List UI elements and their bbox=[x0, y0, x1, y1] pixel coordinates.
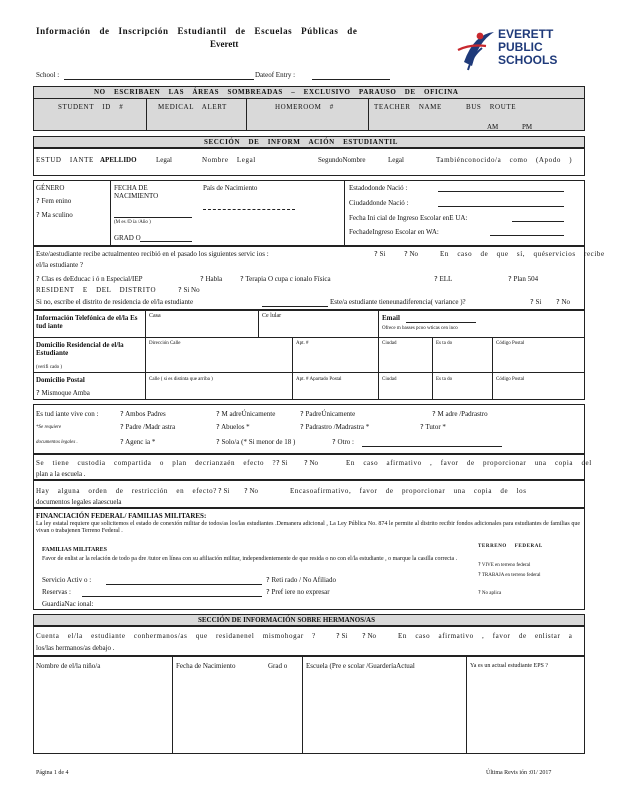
custody-yes[interactable] bbox=[276, 459, 287, 467]
alone-option[interactable] bbox=[216, 438, 295, 446]
school-input[interactable] bbox=[64, 79, 254, 80]
legal-docs-note: documentos legales . bbox=[36, 440, 78, 445]
sibling-grade-header: Grad o bbox=[268, 662, 288, 670]
zip-label: Código Postal bbox=[496, 341, 525, 346]
fecha-ingreso-wa-label: FechadeIngreso Escolar en WA: bbox=[349, 228, 439, 236]
pais-label: País de Nacimiento bbox=[203, 184, 258, 192]
both-parents-label: Ambos Padres bbox=[125, 410, 166, 418]
checkbox-icon: ? bbox=[36, 211, 40, 219]
checkbox-icon: ? bbox=[120, 438, 124, 446]
male-option[interactable] bbox=[36, 211, 73, 219]
custody-no[interactable] bbox=[304, 459, 318, 467]
checkbox-icon: ? bbox=[530, 298, 534, 306]
birth-city-input[interactable] bbox=[438, 206, 564, 207]
checkbox-icon: ? bbox=[120, 410, 124, 418]
yes-label: Si bbox=[223, 487, 230, 495]
yes-label: Si bbox=[535, 298, 542, 306]
home-phone-label: Casa bbox=[149, 313, 161, 319]
checkbox-icon: ? bbox=[332, 438, 336, 446]
grandparents-label: Abuelos * bbox=[221, 423, 250, 431]
reserves-label: Reservas : bbox=[42, 588, 71, 596]
checkbox-icon: ? bbox=[244, 487, 248, 495]
military-families-label: FAMILIAS MILITARES bbox=[42, 547, 107, 553]
checkbox-icon: ? bbox=[216, 423, 220, 431]
father-only-option[interactable] bbox=[300, 410, 355, 418]
everett-logo bbox=[456, 26, 576, 80]
restraining-note-2: documentos legales alaescuela bbox=[36, 498, 122, 506]
custody-note-2: plan a la escuela . bbox=[36, 470, 86, 478]
revision-date: Última Revis ión :01/ 2017 bbox=[486, 770, 552, 776]
checkbox-icon: ? bbox=[304, 459, 308, 467]
restraining-question: Hay alguna orden de restricción en efecto? bbox=[36, 487, 217, 495]
checkbox-icon: ? bbox=[420, 423, 424, 431]
mother-stepfather-label: M adre /Padrastro bbox=[437, 410, 488, 418]
federal-title: FINANCIACIÓN FEDERAL/ FAMILIAS MILITARES: bbox=[36, 512, 207, 520]
plan504-option[interactable] bbox=[508, 275, 538, 283]
step-parents-label: Padrastro /Madrastra * bbox=[305, 423, 370, 431]
checkbox-icon: ? bbox=[556, 298, 560, 306]
yes-label: Si bbox=[341, 632, 348, 640]
checkbox-icon: ? bbox=[478, 572, 481, 578]
services-which: En caso de que sí, quéservicios recibe bbox=[440, 250, 605, 258]
no-label: No bbox=[409, 250, 419, 258]
legal-label-2: Legal bbox=[388, 156, 404, 164]
checkbox-icon: ? bbox=[478, 590, 481, 596]
checkbox-icon: ? bbox=[362, 632, 366, 640]
father-only-label: PadreÚnicamente bbox=[305, 410, 356, 418]
military-text: Favor de enlist ar la relación de todo pa dre /tutor en línea con su afiliación militar, independientemente de que resida o no con el/la estudiante , o marque la casilla correcta . bbox=[42, 556, 458, 562]
checkbox-icon: ? bbox=[374, 250, 378, 258]
apt-po-label: Apt. # Apartado Postal bbox=[296, 377, 342, 382]
checkbox-icon: ? bbox=[200, 275, 204, 283]
student-id-label: STUDENT ID # bbox=[58, 103, 124, 111]
checkbox-icon: ? bbox=[216, 410, 220, 418]
agency-label: Agenc ia * bbox=[125, 438, 156, 446]
ell-option[interactable] bbox=[434, 275, 452, 283]
date-format-hint: (M es /D ía /Año ) bbox=[114, 220, 151, 225]
speech-label: Habla bbox=[205, 275, 223, 283]
requires-note: *Se requiere bbox=[36, 425, 62, 430]
no-label: No bbox=[367, 632, 377, 640]
state-label: Es ta do bbox=[436, 341, 453, 346]
works-federal-option[interactable] bbox=[478, 572, 570, 579]
siblings-note: En caso afirmativo , favor de enlistar a bbox=[398, 632, 573, 640]
homeroom-label: HOMEROOM # bbox=[275, 103, 334, 111]
country-input[interactable] bbox=[203, 209, 295, 210]
logo-text-1: EVERETT bbox=[498, 27, 554, 41]
step-parents-option[interactable] bbox=[300, 423, 369, 431]
prefer-not-label: Pref iere no expresar bbox=[271, 588, 330, 596]
restraining-yes[interactable] bbox=[218, 487, 229, 495]
checkbox-icon: ? bbox=[36, 197, 40, 205]
checkbox-icon: ? bbox=[300, 423, 304, 431]
cell-phone-label: Ce lular bbox=[262, 313, 282, 319]
district-input[interactable] bbox=[262, 306, 328, 307]
custody-note: En caso afirmativo , favor de proporcionar una copia del bbox=[346, 459, 592, 467]
services-which-2: el/la estudiante ? bbox=[36, 261, 84, 269]
ell-label: ELL bbox=[439, 275, 453, 283]
custody-block bbox=[33, 454, 585, 480]
other-option[interactable] bbox=[332, 438, 354, 446]
male-label: Ma sculino bbox=[41, 211, 73, 219]
estado-nac-label: Estadodonde Nació : bbox=[349, 184, 408, 192]
street-label: Dirección Calle bbox=[149, 341, 181, 346]
date-entry-input[interactable] bbox=[312, 79, 390, 80]
therapy-option[interactable] bbox=[240, 275, 331, 283]
guardian-label: Tutor * bbox=[425, 423, 446, 431]
active-service-label: Servicio Activ o : bbox=[42, 576, 92, 584]
checkbox-icon: ? bbox=[216, 438, 220, 446]
apt-label: Apt. # bbox=[296, 341, 309, 346]
grandparents-option[interactable] bbox=[216, 423, 250, 431]
office-use-notice: NO ESCRIBAEN LAS ÁREAS SOMBREADAS – EXCLUSIVO PARAUSO DE OFICINA bbox=[94, 88, 459, 96]
same-as-above-option[interactable] bbox=[36, 389, 90, 397]
student-label: ESTUD IANTE : bbox=[36, 156, 105, 164]
resident-yes-no[interactable] bbox=[178, 286, 200, 294]
prefer-not-option[interactable] bbox=[266, 588, 330, 596]
checkbox-icon: ? bbox=[36, 275, 40, 283]
genero-label: GÉNERO bbox=[36, 184, 65, 192]
checkbox-icon: ? bbox=[508, 275, 512, 283]
siblings-note-2: los/las hermanos/as debajo . bbox=[36, 644, 115, 652]
page-number: Página 1 de 4 bbox=[36, 770, 69, 776]
checkbox-icon: ? bbox=[240, 275, 244, 283]
district-question: Si no, escribe el distrito de residencia de el/la estudiante bbox=[36, 298, 194, 306]
retired-option[interactable] bbox=[266, 576, 336, 584]
logo-text-2: PUBLIC bbox=[498, 40, 543, 54]
special-ed-label: Clas es deEducac i ó n Especial/IEP bbox=[41, 275, 143, 283]
apodo-label: Tambiénconocido/a como (Apodo ) bbox=[436, 156, 573, 164]
other-input[interactable] bbox=[362, 446, 502, 447]
student-section-title: SECCIÓN DE INFORM ACIÓN ESTUDIANTIL bbox=[204, 138, 398, 146]
services-question: Este/aestudiante recibe actualmenteo recibió en el pasado los siguientes servic ios : bbox=[36, 250, 269, 258]
email-label: Email bbox=[382, 314, 400, 322]
email-input[interactable] bbox=[406, 322, 476, 323]
birth-state-input[interactable] bbox=[438, 191, 564, 192]
siblings-yes[interactable] bbox=[336, 632, 347, 640]
city-label: Ciudad bbox=[382, 341, 397, 346]
am-label: AM bbox=[487, 123, 499, 131]
siblings-section-title: SECCIÓN DE INFORMACIÓN SOBRE HERMANOS/AS bbox=[198, 616, 375, 624]
checkbox-icon: ? bbox=[266, 576, 270, 584]
siblings-question: Cuenta el/la estudiante conhermanos/as que residanenel mismohogar ? bbox=[36, 632, 316, 640]
email-note: Ofrece m basses pcoo wticas cen inco bbox=[382, 326, 458, 331]
sibling-birth-header: Fecha de Nacimiento bbox=[176, 662, 236, 670]
state-label-2: Es ta do bbox=[436, 377, 453, 382]
yes-label: Si bbox=[379, 250, 386, 258]
not-applicable-label: No aplica bbox=[481, 591, 502, 596]
nombre-legal-label: Nombre Legal bbox=[202, 156, 256, 164]
checkbox-icon: ? bbox=[120, 423, 124, 431]
school-label: School : bbox=[36, 71, 60, 79]
street-alt-label: Calle ( si es distinta que arriba ) bbox=[149, 377, 213, 382]
custody-question: Se tiene custodia compartida o plan decrianzaén efecto ? bbox=[36, 459, 277, 467]
resident-si-no-label: Si No bbox=[183, 286, 200, 294]
verified-label: (verifi cado ) bbox=[36, 365, 63, 370]
both-parents-option[interactable] bbox=[120, 410, 166, 418]
other-label: Otro : bbox=[337, 438, 354, 446]
not-applicable-option[interactable] bbox=[478, 590, 501, 597]
mother-only-label: M adreÚnicamente bbox=[221, 410, 276, 418]
mother-only-option[interactable] bbox=[216, 410, 275, 418]
retired-label: Reti rado / No Afiliado bbox=[271, 576, 337, 584]
variance-question: Este/a estudiante tieneunadiferencia( variance )? bbox=[330, 298, 466, 306]
female-label: Fem enino bbox=[41, 197, 72, 205]
variance-yes[interactable] bbox=[530, 298, 541, 306]
special-ed-option[interactable] bbox=[36, 275, 143, 283]
no-label: No bbox=[309, 459, 319, 467]
fecha-nac-label: FECHA DE NACIMIENTO bbox=[114, 184, 159, 200]
checkbox-icon: ? bbox=[336, 632, 340, 640]
same-as-above-label: Mismoque Amba bbox=[41, 389, 90, 397]
form-title-line2: Everett bbox=[210, 39, 239, 49]
restraining-no[interactable] bbox=[244, 487, 258, 495]
mother-stepfather-option[interactable] bbox=[432, 410, 488, 418]
checkbox-icon: ? bbox=[434, 275, 438, 283]
logo-text-3: SCHOOLS bbox=[498, 53, 558, 67]
therapy-label: Terapia O cupa c ionalo Física bbox=[245, 275, 331, 283]
resident-label: RESIDENT E DEL DISTRITO bbox=[36, 286, 157, 294]
plan504-label: Plan 504 bbox=[513, 275, 539, 283]
lives-federal-option[interactable] bbox=[478, 562, 530, 569]
guardian-option[interactable] bbox=[420, 423, 446, 431]
father-stepmother-option[interactable] bbox=[120, 423, 175, 431]
checkbox-icon: ? bbox=[478, 562, 481, 568]
date-entry-label: Dateof Entry : bbox=[255, 71, 296, 79]
phone-info-label: Información Telefónica de el/la Es tud iante bbox=[36, 314, 138, 330]
residential-label: Domicilio Residencial de el/la Estudiante bbox=[36, 341, 124, 357]
segundo-nombre-label: SegundoNombre bbox=[318, 156, 366, 164]
checkbox-icon: ? bbox=[36, 389, 40, 397]
zip-label-2: Código Postal bbox=[496, 377, 525, 382]
sibling-name-header: Nombre de el/la niño/a bbox=[36, 662, 101, 670]
works-federal-label: TRABAJA en terreno federal bbox=[481, 573, 541, 578]
checkbox-icon: ? bbox=[178, 286, 182, 294]
variance-no[interactable] bbox=[556, 298, 570, 306]
city-label-2: Ciudad bbox=[382, 377, 397, 382]
checkbox-icon: ? bbox=[404, 250, 408, 258]
form-title: Información de Inscripción Estudiantil de Escuelas Públicas de bbox=[36, 26, 358, 36]
no-label: No bbox=[249, 487, 259, 495]
siblings-question-block bbox=[33, 626, 585, 656]
speech-option[interactable] bbox=[200, 275, 222, 283]
services-no[interactable] bbox=[404, 250, 418, 258]
grade-input[interactable] bbox=[140, 241, 192, 242]
checkbox-icon: ? bbox=[266, 588, 270, 596]
father-stepmother-label: Padre /Madr astra bbox=[125, 423, 176, 431]
teacher-name-label: TEACHER NAME bbox=[374, 103, 442, 111]
sibling-eps-header: Ya es un actual estudiante EPS ? bbox=[470, 663, 549, 669]
siblings-no[interactable] bbox=[362, 632, 376, 640]
checkbox-icon: ? bbox=[276, 459, 280, 467]
bus-route-label: BUS ROUTE bbox=[466, 103, 517, 111]
logo-swoosh-icon bbox=[456, 26, 496, 74]
checkbox-icon: ? bbox=[432, 410, 436, 418]
medical-alert-label: MEDICAL ALERT bbox=[158, 103, 227, 111]
lives-with-label: Es tud iante vive con : bbox=[36, 410, 99, 418]
restraining-note: Encasoafirmativo, favor de proporcionar una copia de los bbox=[290, 487, 527, 495]
federal-text: La ley estatal requiere que solicitemos el estado de conexión militar de todos/as los/las estudiantes .Demanera adicional , La Ley Pública No. 874 le permite al distrito recibir fondos adicionales para estudiantes de familias que vivan o trabajenen Terreno Federal . bbox=[36, 521, 580, 534]
fecha-ingreso-us-label: Fecha Ini cial de Ingreso Escolar enE UA: bbox=[349, 214, 468, 222]
postal-label: Domicilio Postal bbox=[36, 376, 85, 384]
female-option[interactable] bbox=[36, 197, 71, 205]
us-entry-input[interactable] bbox=[512, 221, 564, 222]
checkbox-icon: ? bbox=[300, 410, 304, 418]
ciudad-nac-label: Ciudaddonde Nació : bbox=[349, 199, 409, 207]
birthdate-input[interactable] bbox=[114, 217, 192, 218]
active-service-input[interactable] bbox=[106, 584, 262, 585]
wa-entry-input[interactable] bbox=[490, 235, 564, 236]
alone-label: Solo/a (* Si menor de 18 ) bbox=[221, 438, 296, 446]
agency-option[interactable] bbox=[120, 438, 155, 446]
federal-land-title: TERRENO FEDERAL bbox=[478, 544, 543, 549]
services-yes[interactable] bbox=[374, 250, 385, 258]
checkbox-icon: ? bbox=[218, 487, 222, 495]
sibling-school-header: Escuela (Pre e scolar /GuarderíaActual bbox=[306, 662, 415, 670]
grado-label: GRAD O bbox=[114, 234, 141, 242]
reserves-input[interactable] bbox=[82, 596, 262, 597]
lives-federal-label: VIVE en terreno federal bbox=[481, 563, 531, 568]
pm-label: PM bbox=[522, 123, 533, 131]
apellido-label: APELLIDO bbox=[100, 156, 137, 164]
siblings-table bbox=[33, 656, 585, 754]
yes-label: Si bbox=[281, 459, 288, 467]
national-guard-label: GuardiaNac ional: bbox=[42, 600, 94, 608]
no-label: No bbox=[561, 298, 571, 306]
legal-label-1: Legal bbox=[156, 156, 172, 164]
